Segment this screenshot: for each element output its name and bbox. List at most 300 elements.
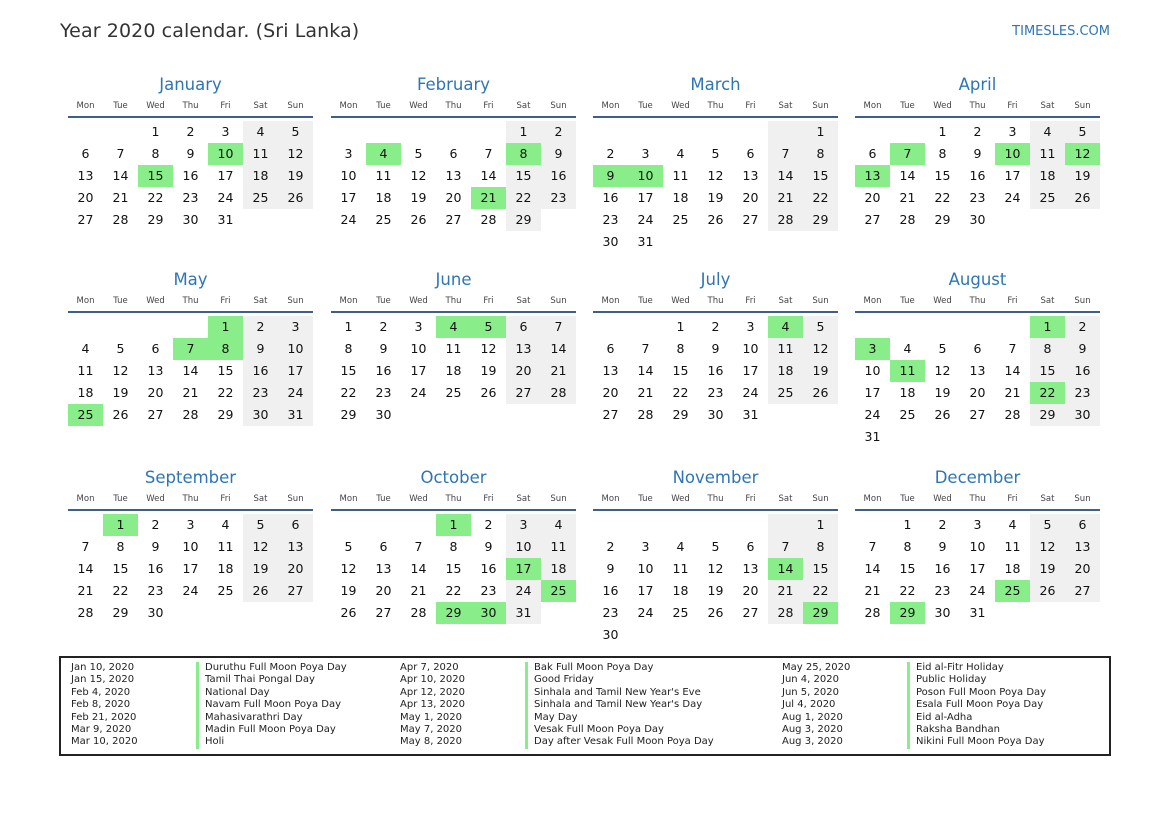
empty-cell xyxy=(733,514,768,536)
weekday-label: Wed xyxy=(933,296,952,306)
day-cell: 6 xyxy=(746,146,755,161)
weekday-label: Wed xyxy=(409,296,428,306)
holiday-color-marker xyxy=(907,674,910,686)
day-cell: 16 xyxy=(707,363,724,378)
empty-cell xyxy=(960,316,995,338)
weekday-header xyxy=(331,491,576,507)
day-cell: 13 xyxy=(1065,536,1100,558)
empty-cell xyxy=(855,514,890,536)
day-cell: 11 xyxy=(375,168,392,183)
day-cell: 30 xyxy=(602,627,619,642)
day-cell: 24 xyxy=(217,190,234,205)
holiday-row xyxy=(400,674,714,686)
holiday-day-cell: 21 xyxy=(471,187,506,209)
day-cell: 26 xyxy=(934,407,951,422)
day-cell: 23 xyxy=(1065,382,1100,404)
weekday-label: Fri xyxy=(1007,296,1018,306)
holiday-row xyxy=(71,724,347,736)
weekday-label: Thu xyxy=(182,101,199,111)
weekday-label: Thu xyxy=(182,494,199,504)
holiday-color-marker xyxy=(907,736,910,748)
holiday-day-cell: 29 xyxy=(890,602,925,624)
day-cell: 1 xyxy=(803,514,838,536)
weekday-label: Thu xyxy=(707,494,724,504)
day-cell: 18 xyxy=(445,363,462,378)
weekday-label: Tue xyxy=(638,494,653,504)
empty-cell xyxy=(628,514,663,536)
weekday-label: Sun xyxy=(550,296,567,306)
day-cell: 22 xyxy=(445,583,462,598)
day-cell: 7 xyxy=(116,146,125,161)
day-cell: 2 xyxy=(243,316,278,338)
holiday-day-cell: 1 xyxy=(208,316,243,338)
holiday-color-marker xyxy=(525,699,528,711)
day-cell: 13 xyxy=(602,363,619,378)
month-name: January xyxy=(159,75,222,94)
weekday-label: Mon xyxy=(863,296,882,306)
holiday-day-cell: 7 xyxy=(890,143,925,165)
day-cell: 29 xyxy=(1030,404,1065,426)
day-cell: 28 xyxy=(77,605,94,620)
holiday-row xyxy=(400,712,714,724)
weekday-label: Sat xyxy=(253,494,268,504)
weekday-label: Sat xyxy=(516,494,531,504)
day-cell: 4 xyxy=(221,517,230,532)
day-cell: 7 xyxy=(484,146,493,161)
weekday-label: Thu xyxy=(969,101,986,111)
day-cell: 15 xyxy=(506,165,541,187)
holiday-color-marker xyxy=(196,736,199,748)
weekday-label: Thu xyxy=(445,494,462,504)
day-cell: 30 xyxy=(934,605,951,620)
holiday-color-marker xyxy=(525,674,528,686)
day-cell: 19 xyxy=(934,385,951,400)
day-cell: 6 xyxy=(868,146,877,161)
month-november xyxy=(593,467,838,646)
day-cell: 29 xyxy=(147,212,164,227)
day-cell: 20 xyxy=(742,190,759,205)
day-grid xyxy=(855,121,1100,231)
weekday-label: Sun xyxy=(287,494,304,504)
month-divider xyxy=(593,116,838,118)
day-cell: 25 xyxy=(899,407,916,422)
empty-cell xyxy=(401,514,436,536)
day-cell: 3 xyxy=(506,514,541,536)
weekday-header xyxy=(68,491,313,507)
holiday-row xyxy=(782,736,1046,748)
day-cell: 13 xyxy=(278,536,313,558)
day-cell: 8 xyxy=(676,341,685,356)
day-cell: 20 xyxy=(375,583,392,598)
day-cell: 3 xyxy=(186,517,195,532)
month-divider xyxy=(331,116,576,118)
weekday-label: Tue xyxy=(376,296,391,306)
day-cell: 24 xyxy=(506,580,541,602)
weekday-label: Sun xyxy=(812,494,829,504)
day-cell: 31 xyxy=(637,234,654,249)
day-cell: 19 xyxy=(707,190,724,205)
day-cell: 15 xyxy=(803,558,838,580)
weekday-label: Tue xyxy=(900,494,915,504)
weekday-label: Sun xyxy=(287,296,304,306)
day-cell: 9 xyxy=(938,539,947,554)
day-cell: 13 xyxy=(742,561,759,576)
month-name: August xyxy=(948,270,1007,289)
day-cell: 17 xyxy=(1004,168,1021,183)
day-cell: 5 xyxy=(344,539,353,554)
holiday-date: Jul 4, 2020 xyxy=(782,699,836,711)
day-grid xyxy=(68,121,313,231)
day-cell: 16 xyxy=(147,561,164,576)
day-cell: 2 xyxy=(484,517,493,532)
day-cell: 8 xyxy=(151,146,160,161)
day-cell: 4 xyxy=(1030,121,1065,143)
holiday-date: Feb 8, 2020 xyxy=(71,699,131,711)
day-cell: 15 xyxy=(340,363,357,378)
day-cell: 5 xyxy=(1065,121,1100,143)
day-cell: 21 xyxy=(637,385,654,400)
day-cell: 20 xyxy=(506,360,541,382)
day-cell: 6 xyxy=(606,341,615,356)
day-cell: 7 xyxy=(81,539,90,554)
day-cell: 13 xyxy=(147,363,164,378)
day-cell: 1 xyxy=(938,124,947,139)
day-cell: 14 xyxy=(768,165,803,187)
day-cell: 26 xyxy=(112,407,129,422)
day-cell: 20 xyxy=(969,385,986,400)
weekday-label: Fri xyxy=(745,296,756,306)
day-cell: 3 xyxy=(1008,124,1017,139)
holiday-name: Good Friday xyxy=(534,674,594,686)
day-cell: 8 xyxy=(449,539,458,554)
empty-cell xyxy=(628,316,663,338)
empty-cell xyxy=(436,121,471,143)
holiday-day-cell: 22 xyxy=(1030,382,1065,404)
day-cell: 27 xyxy=(77,212,94,227)
weekday-label: Wed xyxy=(146,494,165,504)
month-april xyxy=(855,74,1100,231)
weekday-label: Mon xyxy=(339,494,358,504)
day-grid xyxy=(593,514,838,646)
day-cell: 9 xyxy=(541,143,576,165)
day-cell: 18 xyxy=(672,583,689,598)
holiday-name: Vesak Full Moon Poya Day xyxy=(534,723,664,735)
weekday-label: Tue xyxy=(376,101,391,111)
holiday-date: Aug 1, 2020 xyxy=(782,711,843,723)
day-cell: 30 xyxy=(707,407,724,422)
day-cell: 5 xyxy=(278,121,313,143)
month-march xyxy=(593,74,838,253)
holiday-day-cell: 3 xyxy=(855,338,890,360)
day-cell: 25 xyxy=(243,187,278,209)
day-cell: 2 xyxy=(711,319,720,334)
weekday-label: Mon xyxy=(863,494,882,504)
day-cell: 11 xyxy=(541,536,576,558)
weekday-label: Mon xyxy=(863,101,882,111)
month-name: June xyxy=(435,270,472,289)
day-cell: 7 xyxy=(541,316,576,338)
day-cell: 6 xyxy=(746,539,755,554)
holiday-name: Eid al-Fitr Holiday xyxy=(916,662,1004,673)
day-cell: 5 xyxy=(711,539,720,554)
empty-cell xyxy=(68,121,103,143)
day-cell: 22 xyxy=(899,583,916,598)
weekday-label: Mon xyxy=(601,494,620,504)
holiday-name: Poson Full Moon Poya Day xyxy=(916,686,1047,698)
day-cell: 31 xyxy=(217,212,234,227)
day-cell: 17 xyxy=(637,190,654,205)
day-cell: 22 xyxy=(506,187,541,209)
month-july xyxy=(593,269,838,426)
day-cell: 5 xyxy=(1030,514,1065,536)
weekday-header xyxy=(331,98,576,114)
day-cell: 28 xyxy=(899,212,916,227)
day-cell: 13 xyxy=(77,168,94,183)
weekday-label: Wed xyxy=(146,296,165,306)
day-cell: 16 xyxy=(541,165,576,187)
day-cell: 20 xyxy=(864,190,881,205)
day-cell: 21 xyxy=(77,583,94,598)
month-name: March xyxy=(690,75,741,94)
day-cell: 25 xyxy=(217,583,234,598)
weekday-label: Mon xyxy=(76,296,95,306)
day-cell: 21 xyxy=(768,580,803,602)
weekday-label: Wed xyxy=(146,101,165,111)
holiday-date: Jun 5, 2020 xyxy=(782,686,839,698)
day-cell: 17 xyxy=(410,363,427,378)
weekday-label: Fri xyxy=(745,101,756,111)
empty-cell xyxy=(68,316,103,338)
day-cell: 20 xyxy=(77,190,94,205)
day-cell: 12 xyxy=(480,341,497,356)
weekday-label: Sat xyxy=(516,101,531,111)
month-name: September xyxy=(144,468,237,487)
day-cell: 9 xyxy=(1065,338,1100,360)
empty-cell xyxy=(331,514,366,536)
empty-cell xyxy=(173,316,208,338)
day-cell: 28 xyxy=(410,605,427,620)
empty-cell xyxy=(663,514,698,536)
day-cell: 12 xyxy=(278,143,313,165)
day-cell: 6 xyxy=(1065,514,1100,536)
day-cell: 22 xyxy=(803,187,838,209)
day-cell: 1 xyxy=(151,124,160,139)
page-title: Year 2020 calendar. (Sri Lanka) xyxy=(60,20,360,42)
holiday-row xyxy=(71,674,347,686)
weekday-label: Mon xyxy=(601,101,620,111)
day-cell: 12 xyxy=(410,168,427,183)
holiday-date: Aug 3, 2020 xyxy=(782,723,843,735)
holiday-date: Apr 7, 2020 xyxy=(400,662,459,673)
day-cell: 27 xyxy=(278,580,313,602)
day-cell: 29 xyxy=(340,407,357,422)
day-cell: 11 xyxy=(768,338,803,360)
weekday-label: Sat xyxy=(778,296,793,306)
day-cell: 20 xyxy=(602,385,619,400)
day-cell: 2 xyxy=(606,146,615,161)
month-divider xyxy=(331,509,576,511)
day-cell: 9 xyxy=(379,341,388,356)
day-cell: 8 xyxy=(1030,338,1065,360)
holiday-column xyxy=(71,662,347,749)
weekday-label: Wed xyxy=(671,101,690,111)
day-cell: 22 xyxy=(340,385,357,400)
day-cell: 2 xyxy=(186,124,195,139)
day-cell: 10 xyxy=(637,561,654,576)
day-cell: 17 xyxy=(182,561,199,576)
day-cell: 18 xyxy=(899,385,916,400)
day-cell: 26 xyxy=(340,605,357,620)
month-october xyxy=(331,467,576,624)
day-cell: 20 xyxy=(742,583,759,598)
day-cell: 31 xyxy=(506,602,541,624)
day-cell: 27 xyxy=(375,605,392,620)
day-cell: 14 xyxy=(77,561,94,576)
weekday-label: Sat xyxy=(253,296,268,306)
holiday-color-marker xyxy=(907,724,910,736)
day-cell: 12 xyxy=(707,168,724,183)
day-cell: 3 xyxy=(641,146,650,161)
holiday-color-marker xyxy=(525,712,528,724)
day-cell: 28 xyxy=(480,212,497,227)
day-cell: 9 xyxy=(151,539,160,554)
holiday-date: Apr 13, 2020 xyxy=(400,699,466,711)
weekday-label: Thu xyxy=(707,296,724,306)
day-cell: 22 xyxy=(934,190,951,205)
day-cell: 10 xyxy=(969,539,986,554)
month-name: December xyxy=(934,468,1021,487)
holiday-date: May 8, 2020 xyxy=(400,736,463,748)
day-cell: 18 xyxy=(1030,165,1065,187)
empty-cell xyxy=(471,121,506,143)
month-divider xyxy=(593,509,838,511)
day-cell: 30 xyxy=(147,605,164,620)
day-cell: 29 xyxy=(506,209,541,231)
day-cell: 16 xyxy=(602,190,619,205)
day-cell: 16 xyxy=(969,168,986,183)
day-cell: 26 xyxy=(707,605,724,620)
day-cell: 26 xyxy=(1030,580,1065,602)
month-name: November xyxy=(672,468,759,487)
month-divider xyxy=(68,311,313,313)
weekday-label: Fri xyxy=(745,494,756,504)
holiday-date: Mar 9, 2020 xyxy=(71,723,132,735)
day-cell: 18 xyxy=(375,190,392,205)
weekday-label: Sun xyxy=(1074,296,1091,306)
day-cell: 30 xyxy=(602,234,619,249)
weekday-label: Sun xyxy=(812,101,829,111)
day-cell: 27 xyxy=(147,407,164,422)
holiday-color-marker xyxy=(525,724,528,736)
site-link[interactable]: TIMESLES.COM xyxy=(1012,24,1110,39)
day-cell: 28 xyxy=(182,407,199,422)
weekday-label: Sun xyxy=(550,101,567,111)
holiday-name: Holi xyxy=(205,736,225,748)
month-divider xyxy=(855,116,1100,118)
day-cell: 9 xyxy=(243,338,278,360)
month-june xyxy=(331,269,576,426)
day-cell: 16 xyxy=(602,583,619,598)
holiday-name: Navam Full Moon Poya Day xyxy=(205,699,341,711)
day-grid xyxy=(331,121,576,231)
day-cell: 18 xyxy=(672,190,689,205)
day-cell: 30 xyxy=(1065,404,1100,426)
day-cell: 23 xyxy=(602,212,619,227)
holiday-row xyxy=(71,736,347,748)
day-cell: 6 xyxy=(278,514,313,536)
empty-cell xyxy=(68,514,103,536)
day-cell: 10 xyxy=(742,341,759,356)
day-cell: 12 xyxy=(243,536,278,558)
day-grid xyxy=(331,316,576,426)
day-cell: 24 xyxy=(637,212,654,227)
holiday-row xyxy=(71,712,347,724)
day-grid xyxy=(593,316,838,426)
day-cell: 16 xyxy=(1065,360,1100,382)
holiday-name: Public Holiday xyxy=(916,674,987,686)
day-grid xyxy=(68,514,313,624)
day-cell: 28 xyxy=(864,605,881,620)
day-cell: 2 xyxy=(541,121,576,143)
day-cell: 22 xyxy=(217,385,234,400)
month-name: April xyxy=(958,75,997,94)
day-cell: 28 xyxy=(768,209,803,231)
day-cell: 4 xyxy=(1008,517,1017,532)
day-cell: 6 xyxy=(151,341,160,356)
month-divider xyxy=(68,509,313,511)
day-cell: 18 xyxy=(1004,561,1021,576)
holiday-date: Jan 15, 2020 xyxy=(71,674,135,686)
holiday-date: Apr 10, 2020 xyxy=(400,674,466,686)
empty-cell xyxy=(593,316,628,338)
day-cell: 24 xyxy=(637,605,654,620)
day-grid xyxy=(855,514,1100,624)
month-february xyxy=(331,74,576,231)
day-cell: 26 xyxy=(1065,187,1100,209)
month-name: October xyxy=(420,468,487,487)
day-cell: 4 xyxy=(903,341,912,356)
day-cell: 16 xyxy=(934,561,951,576)
day-cell: 9 xyxy=(711,341,720,356)
weekday-label: Fri xyxy=(220,296,231,306)
day-cell: 17 xyxy=(969,561,986,576)
day-cell: 27 xyxy=(969,407,986,422)
day-cell: 23 xyxy=(934,583,951,598)
day-grid xyxy=(331,514,576,624)
day-cell: 23 xyxy=(602,605,619,620)
empty-cell xyxy=(855,316,890,338)
day-cell: 7 xyxy=(1008,341,1017,356)
month-divider xyxy=(331,311,576,313)
holiday-row xyxy=(782,674,1046,686)
weekday-label: Sun xyxy=(1074,494,1091,504)
day-cell: 14 xyxy=(1004,363,1021,378)
day-cell: 13 xyxy=(742,168,759,183)
day-cell: 1 xyxy=(344,319,353,334)
day-cell: 25 xyxy=(375,212,392,227)
empty-cell xyxy=(855,121,890,143)
day-cell: 28 xyxy=(541,382,576,404)
month-september xyxy=(68,467,313,624)
day-cell: 15 xyxy=(803,165,838,187)
day-cell: 5 xyxy=(938,341,947,356)
day-cell: 9 xyxy=(973,146,982,161)
day-cell: 3 xyxy=(746,319,755,334)
day-cell: 27 xyxy=(506,382,541,404)
day-cell: 31 xyxy=(742,407,759,422)
holiday-day-cell: 5 xyxy=(471,316,506,338)
holiday-row xyxy=(400,736,714,748)
